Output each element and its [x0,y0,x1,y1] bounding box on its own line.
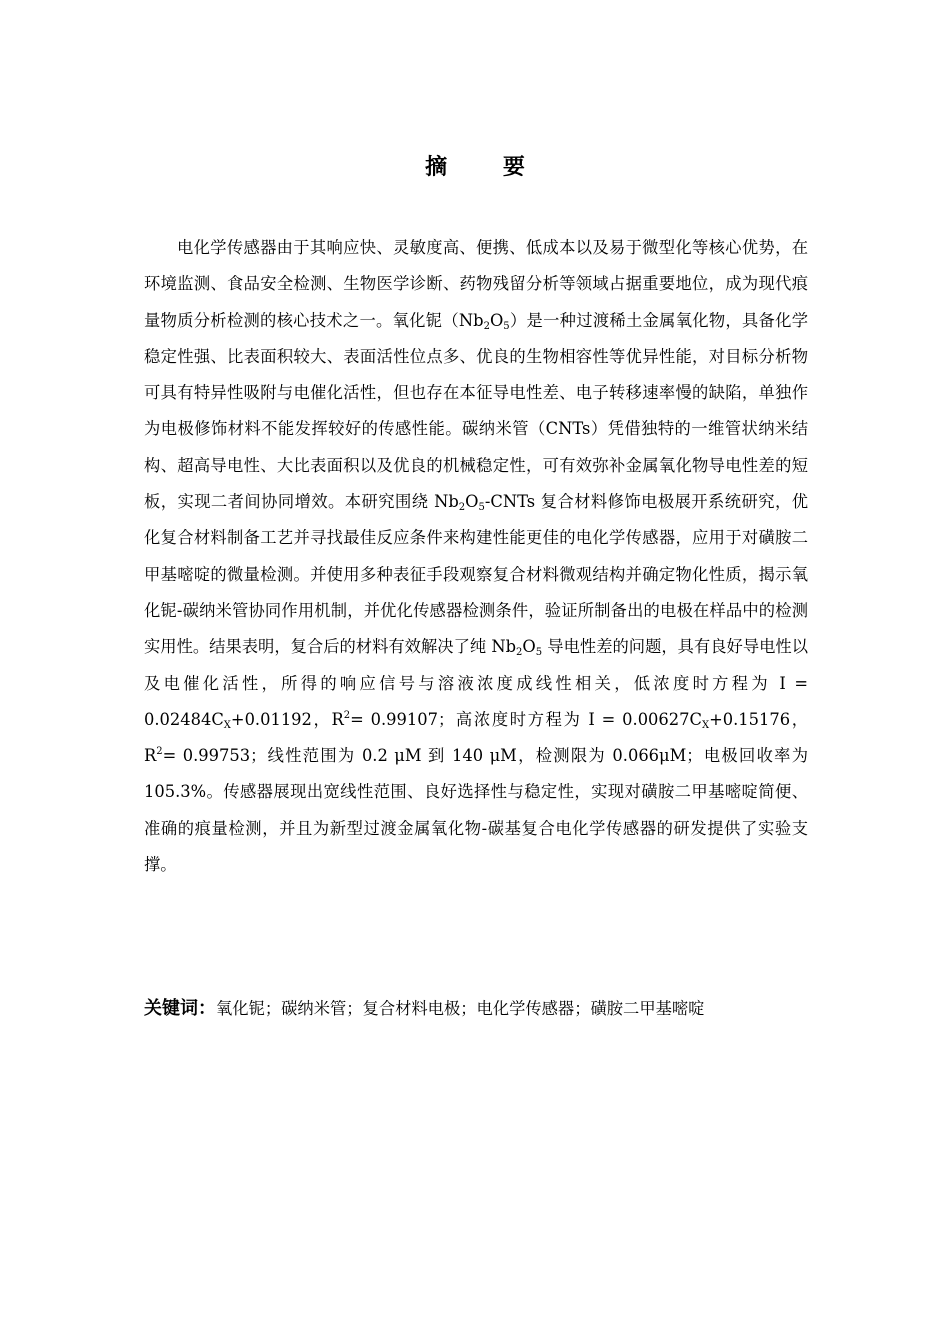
abstract-text: 电化学传感器由于其响应快、灵敏度高、便携、低成本以及易于微型化等核心优势，在环境监测、食品安全检测、生物医学诊断、药物残留分析等领域占据重要地位，成为现代痕量物质分析检测的核心技术之一。氧化铌（Nb [144,238,808,330]
subscript: 5 [503,320,510,332]
subscript: 2 [483,320,490,332]
subscript: X [701,719,710,731]
abstract-text: ）是一种过渡稀土金属氧化物，具备化学稳定性强、比表面积较大、表面活性位点多、优良的生物相容性等优异性能，对目标分析物可具有特异性吸附与电催化活性，但也存在本征导电性差、电子转移速率慢的缺陷，单独作为电极修饰材料不能发挥较好的传感性能。碳纳米管（CNTs）凭借独特的一维管状纳米结构、超高导电性、大比表面积以及优良的机械稳定性，可有效弥补金属氧化物导电性差的短板，实现二者间协同增效。本研究围绕 Nb [144,310,808,512]
page-title: 摘 要 [425,155,549,180]
abstract-text: O [465,492,479,512]
abstract-text: O [522,637,536,657]
abstract-text: -CNTs 复合材料修饰电极展开系统研究，优化复合材料制备工艺并寻找最佳反应条件来构建性能更佳的电化学传感器，应用于对磺胺二甲基嘧啶的微量检测。并使用多种表征手段观察复合材料微观结构并确定物化性质，揭示氧化铌-碳纳米管协同作用机制，并优化传感器检测条件，验证所制备出的电极在样品中的检测实用性。结果表明，复合后的材料有效解决了纯 Nb [144,492,808,657]
abstract-text: +0.01192，R [230,709,344,729]
keywords-line [144,986,808,1032]
subscript: X [223,719,231,731]
abstract-paragraph [144,230,808,883]
keywords-text: 氧化铌；碳纳米管；复合材料电极；电化学传感器；磺胺二甲基嘧啶 [216,999,705,1018]
subscript: 5 [535,647,543,659]
subscript: 5 [478,502,485,514]
superscript: 2 [343,709,351,721]
keywords-label: 关键词： [144,998,216,1019]
abstract-text: = 0.99753；线性范围为 0.2 μM 到 140 μM，检测限为 0.066μM；电极回收率为 105.3%。传感器展现出宽线性范围、良好选择性与稳定性，实现对磺胺二甲基嘧啶简便、准确的痕量检测，并且为新型过渡金属氧化物-碳基复合电化学传感器的研发提供了实验支撑。 [144,746,808,875]
abstract-text: = 0.99107；高浓度时方程为 I = 0.00627C [350,709,702,729]
subscript: 2 [458,502,466,514]
abstract-text: +0.15176，R [144,709,808,766]
abstract-text: 导电性差的问题，具有良好导电性以及电催化活性，所得的响应信号与溶液浓度成线性相关，低浓度时方程为 I = 0.02484C [144,637,808,729]
abstract-text: O [489,310,504,330]
subscript: 2 [516,647,523,659]
superscript: 2 [156,746,163,758]
